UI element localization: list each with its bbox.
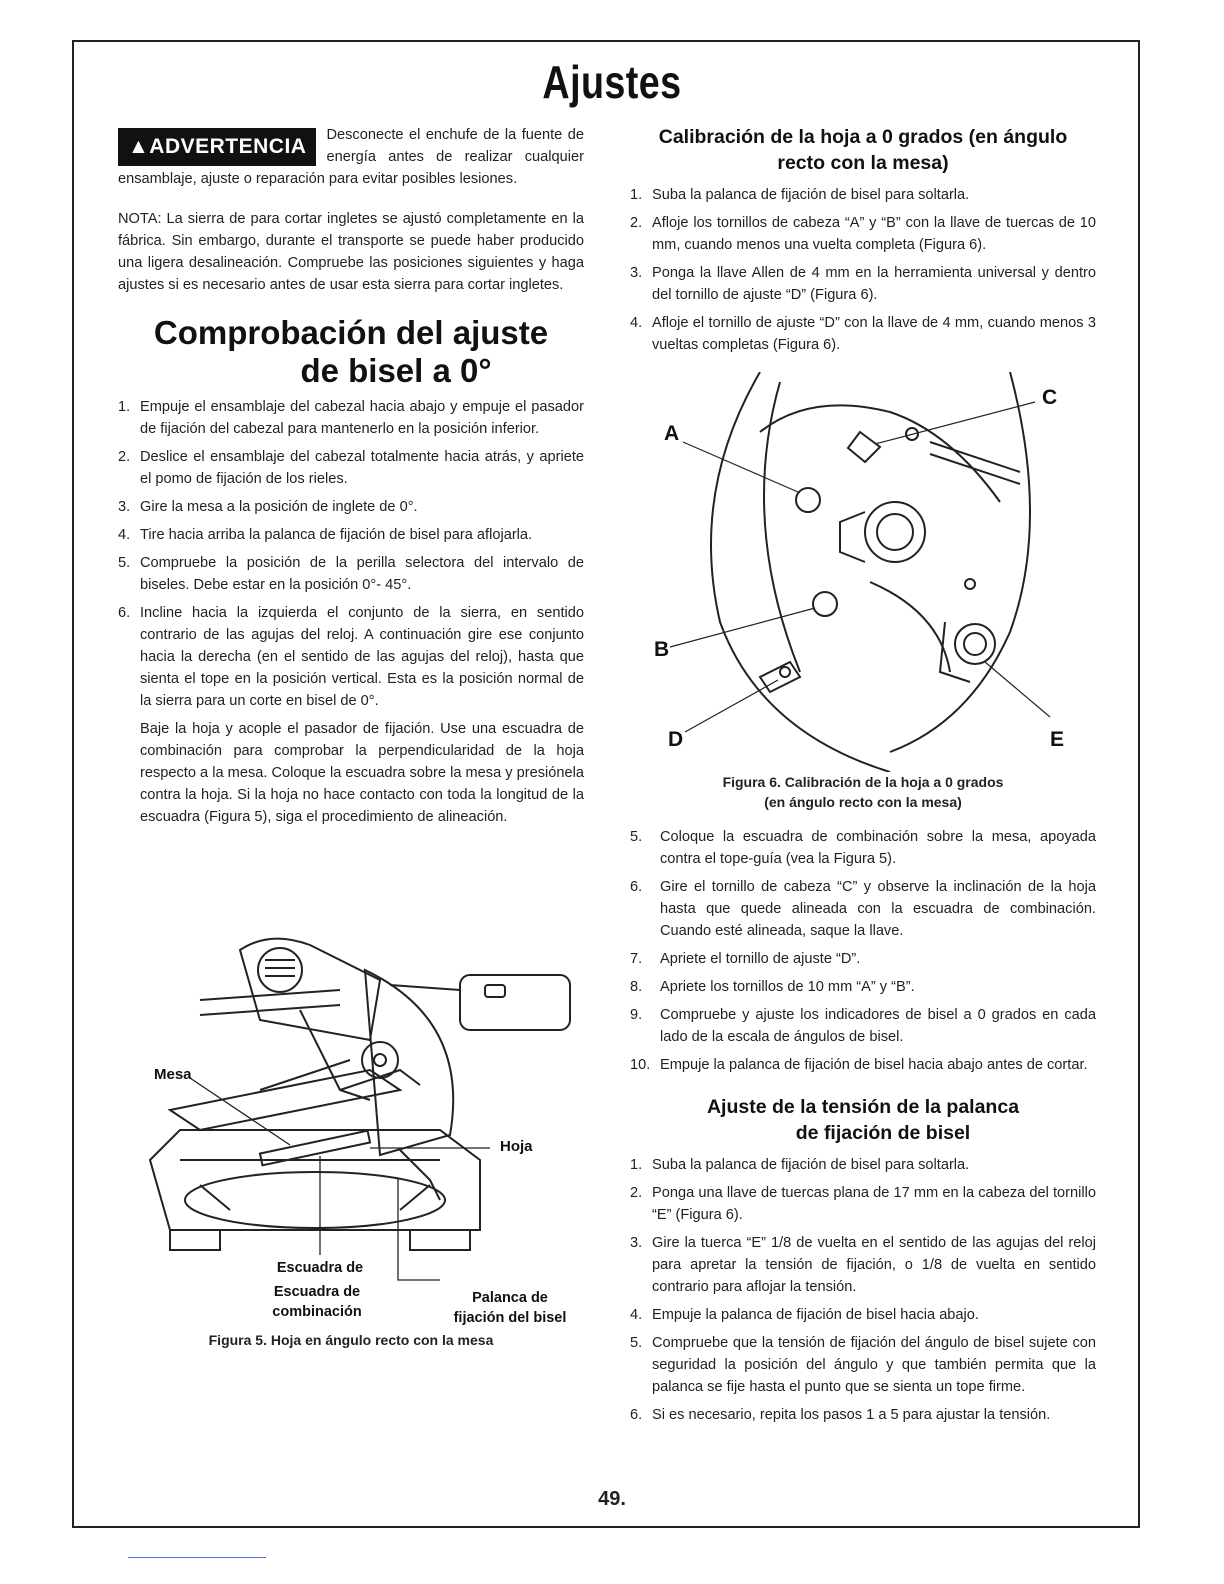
bevel-check-heading-line2: de bisel a 0° — [300, 352, 492, 389]
list-item: 6. Si es necesario, repita los pasos 1 a 5 para ajustar la tensión. — [630, 1407, 1051, 1423]
list-item: 1. Empuje el ensamblaje del cabezal hacia abajo y empuje el pasador de fijación del cabezal para mantenerlo en la posición inferior. — [118, 399, 584, 437]
warning-badge: ▲ADVERTENCIA — [118, 128, 316, 166]
bevel-check-extra: Baje la hoja y acople el pasador de fijación. Use una escuadra de combinación para comprobar la perpendicularidad de la hoja respecto a la mesa. Coloque la escuadra sobre la mesa y presiónela contra la hoja. Si la hoja no hace contacto con toda la longitud de la escuadra (Figura 5), siga el procedimiento de alineación. — [140, 721, 584, 825]
right-column-lower — [630, 826, 1096, 1432]
bevel-check-heading — [118, 314, 584, 390]
list-item: 5. Compruebe que la tensión de fijación del ángulo de bisel sujete con seguridad la posición del ángulo y que también permita que la palanca se fije hasta el punto que se sienta un tope firme. — [630, 1335, 1096, 1395]
list-item: 3. Ponga la llave Allen de 4 mm en la herramienta universal y dentro del tornillo de ajuste “D” (Figura 6). — [630, 265, 1096, 303]
label-palanca-line1: Palanca de — [472, 1290, 548, 1306]
list-item: 8. Apriete los tornillos de 10 mm “A” y “B”. — [630, 979, 915, 995]
bevel-check-heading-line1: Comprobación del ajuste — [153, 314, 549, 351]
footer-divider — [128, 1557, 266, 1558]
page-title: Ajustes — [542, 56, 682, 108]
page-number: 49. — [598, 1488, 626, 1510]
list-item: 4. Afloje el tornillo de ajuste “D” con la llave de 4 mm, cuando menos 3 vueltas completas (Figura 6). — [630, 315, 1096, 353]
list-item: 2. Afloje los tornillos de cabeza “A” y “B” con la llave de tuercas de 10 mm, cuando menos una vuelta completa (Figura 6). — [630, 215, 1096, 253]
label-escuadra-line1b: Escuadra de — [273, 1284, 361, 1300]
calibration-heading-line2: recto con la mesa) — [777, 152, 949, 174]
label-escuadra — [274, 1260, 366, 1276]
label-e: E — [1050, 728, 1065, 751]
left-column — [118, 124, 584, 828]
label-d: D — [668, 728, 684, 751]
list-item: 5. Coloque la escuadra de combinación sobre la mesa, apoyada contra el tope-guía (vea la Figura 5). — [630, 829, 1096, 867]
figure-6-caption-line2: (en ángulo recto con la mesa) — [764, 794, 962, 810]
label-mesa: Mesa — [154, 1066, 192, 1083]
calibration-heading-line1: Calibración de la hoja a 0 grados (en ángulo — [658, 126, 1068, 148]
list-item: 6. Gire el tornillo de cabeza “C” y observe la inclinación de la hoja hasta que quede alineada con la escuadra de combinación. Cuando esté alineada, saque la llave. — [630, 879, 1096, 939]
figure-5 — [140, 930, 580, 1290]
note-text: NOTA: La sierra de para cortar ingletes se ajustó completamente en la fábrica. Sin embargo, durante el transporte se puede haber producido una ligera desalineación. Compruebe las posiciones siguientes y haga ajustes si es necesario antes de usar esta sierra para cortar ingletes. — [118, 211, 584, 293]
label-escuadra-combinacion — [262, 1282, 372, 1322]
right-column — [630, 124, 1096, 362]
label-c: C — [1042, 386, 1058, 409]
calibration-steps-a — [630, 184, 1096, 356]
list-item: 5. Compruebe la posición de la perilla selectora del intervalo de biseles. Debe estar en la posición 0°- 45°. — [118, 555, 584, 593]
figure-6-caption-line1: Figura 6. Calibración de la hoja a 0 grados — [722, 774, 1004, 790]
tension-heading-line1: Ajuste de la tensión de la palanca — [706, 1096, 1020, 1118]
label-palanca — [440, 1288, 580, 1328]
figure-6 — [650, 372, 1080, 772]
label-escuadra-line1: Escuadra de — [276, 1260, 364, 1276]
calibration-heading — [630, 124, 1096, 176]
calibration-steps-b — [630, 826, 1096, 1076]
list-item: 7. Apriete el tornillo de ajuste “D”. — [630, 951, 861, 967]
label-palanca-line2: fijación del bisel — [453, 1310, 567, 1326]
tension-steps — [630, 1154, 1096, 1426]
list-item: 1. Suba la palanca de fijación de bisel para soltarla. — [630, 187, 970, 203]
warning-text: Desconecte el enchufe de la fuente de energía antes de realizar cualquier ensamblaje, ajuste o reparación para evitar posibles lesiones. — [118, 127, 584, 187]
list-item: 9. Compruebe y ajuste los indicadores de bisel a 0 grados en cada lado de la escala de ángulos de bisel. — [630, 1007, 1096, 1045]
list-item: 1. Suba la palanca de fijación de bisel para soltarla. — [630, 1157, 970, 1173]
list-item: 2. Deslice el ensamblaje del cabezal totalmente hacia atrás, y apriete el pomo de fijación de los rieles. — [118, 449, 584, 487]
bevel-adjustment-illustration — [650, 372, 1080, 772]
list-item: 3. Gire la mesa a la posición de inglete de 0°. — [118, 499, 418, 515]
list-item: 4. Empuje la palanca de fijación de bisel hacia abajo. — [630, 1307, 979, 1323]
list-item: 4. Tire hacia arriba la palanca de fijación de bisel para aflojarla. — [118, 527, 533, 543]
figure-5-caption: Figura 5. Hoja en ángulo recto con la mesa — [208, 1332, 494, 1348]
label-a: A — [664, 422, 680, 445]
list-item: 2. Ponga una llave de tuercas plana de 17 mm en la cabeza del tornillo “E” (Figura 6). — [630, 1185, 1096, 1223]
miter-saw-illustration — [140, 930, 580, 1290]
tension-heading-line2: de fijación de bisel — [795, 1122, 971, 1144]
bevel-check-steps — [118, 396, 584, 712]
figure-6-caption — [630, 772, 1096, 812]
label-b: B — [654, 638, 670, 661]
list-item: 3. Gire la tuerca “E” 1/8 de vuelta en el sentido de las agujas del reloj para apretar la tensión de fijación, o 1/8 de vuelta en sentido contrario para aflojar la tensión. — [630, 1235, 1096, 1295]
label-hoja: Hoja — [500, 1138, 533, 1155]
warning-block — [118, 124, 584, 190]
tension-heading — [630, 1094, 1096, 1146]
label-escuadra-line2: combinación — [272, 1304, 362, 1320]
list-item: 6. Incline hacia la izquierda el conjunto de la sierra, en sentido contrario de las agujas del reloj. A continuación gire ese conjunto hacia la derecha (en el sentido de las agujas del reloj), hasta que sienta el tope en la posición vertical. Esta es la posición normal de la sierra para un corte en bisel de 0°. — [118, 605, 584, 709]
list-item: 10. Empuje la palanca de fijación de bisel hacia abajo antes de cortar. — [630, 1057, 1088, 1073]
